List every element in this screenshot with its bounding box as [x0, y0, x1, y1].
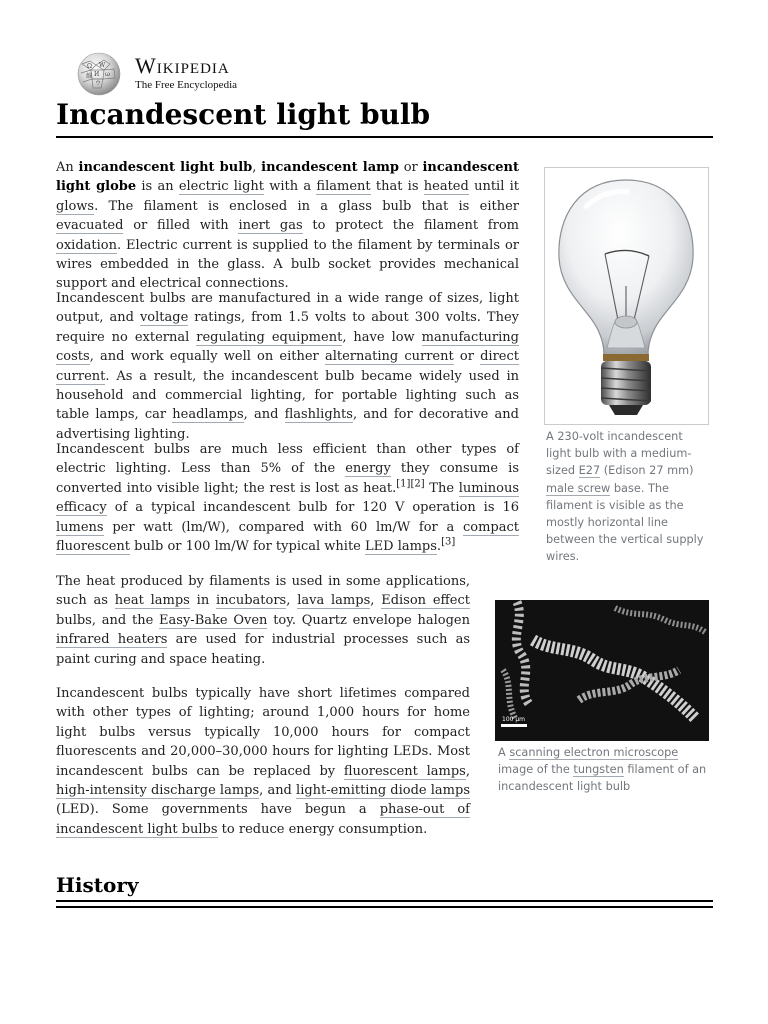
text-run: Incandescent bulbs are manufactured in a wide range of sizes, light output, and	[56, 291, 519, 326]
wiki-link[interactable]: energy	[345, 461, 391, 477]
text-run: , and for decorative and advertising lighting.	[56, 407, 519, 442]
text-run: An	[56, 160, 79, 175]
intro-paragraph-4	[56, 572, 470, 669]
text-run: in	[189, 593, 217, 609]
citation-link[interactable]: [2]	[410, 478, 425, 490]
wiki-link[interactable]: regulating equipment	[196, 329, 343, 345]
text-run: is an	[136, 179, 179, 195]
wiki-link[interactable]: light-emitting diode lamps	[296, 783, 471, 799]
wiki-link[interactable]: headlamps	[172, 407, 244, 423]
text-run: bulbs, and the	[56, 612, 160, 628]
wiki-link[interactable]: glows	[56, 198, 95, 214]
text-run: Incandescent bulbs are much less efficient than other types of electric lighting. Less than 5% of the	[56, 442, 519, 477]
wiki-link[interactable]: alternating current	[324, 349, 454, 365]
citation-link[interactable]: [3]	[441, 536, 456, 548]
wikipedia-logo[interactable]	[74, 52, 274, 96]
text-run: The	[424, 480, 459, 496]
wiki-link[interactable]: compact fluorescent	[56, 519, 519, 555]
wiki-link[interactable]: lumens	[56, 519, 104, 535]
citation	[410, 478, 424, 489]
wiki-link[interactable]: lava lamps	[297, 593, 371, 609]
text-run: , and work equally well on either	[89, 349, 325, 365]
text-run: to protect the filament from	[302, 218, 519, 234]
text-run: or	[453, 349, 481, 365]
text-run: ratings, from 1.5 volts to about 300 volts. They require no external	[56, 310, 520, 345]
svg-text:Ω: Ω	[87, 63, 92, 70]
text-run: image of the	[498, 763, 574, 777]
svg-text:ウ: ウ	[95, 80, 102, 87]
text-run: A 230-volt incandescent light bulb with a medium-sized	[546, 430, 692, 478]
wiki-link[interactable]: high-intensity discharge lamps	[56, 783, 260, 799]
text-run: base. The filament is visible as the mostly horizontal line between the vertical supply wires.	[546, 481, 704, 564]
text-run: to reduce energy consumption.	[217, 821, 428, 837]
text-run: The heat produced by filaments is used in some applications, such as	[56, 574, 470, 609]
text-run: , and	[243, 407, 285, 423]
svg-text:ω: ω	[105, 71, 110, 78]
text-run: are used for industrial processes such as paint curing and space heating.	[56, 632, 470, 667]
wiki-link[interactable]: LED lamps	[365, 539, 437, 555]
wiki-link[interactable]: heat lamps	[114, 593, 190, 609]
text-run: Incandescent bulbs typically have short lifetimes compared with other types of lighting; around 1,000 hours for home light bulbs versus typically 10,000 hours for compact fluorescents and 20,000–30,000 hours for lighting LEDs. Most incandescent bulbs can be replaced by	[56, 686, 470, 779]
text-run: ,	[252, 160, 262, 175]
text-run: until it	[468, 179, 519, 195]
page-title: Incandescent light bulb	[56, 98, 431, 131]
text-run: ,	[465, 763, 470, 779]
wiki-link[interactable]: incubators	[216, 593, 287, 609]
text-run: ,	[286, 593, 298, 609]
wiki-link[interactable]: evacuated	[56, 218, 124, 234]
wikipedia-globe-icon	[74, 52, 124, 96]
citation-link[interactable]: [1]	[396, 478, 411, 490]
wiki-link[interactable]: phase-out of incandescent light bulbs	[56, 802, 470, 837]
sem-scale-label: 100 μm	[502, 716, 526, 723]
wiki-link[interactable]: tungsten	[573, 763, 624, 777]
svg-text:И: И	[94, 71, 100, 78]
text-run: A	[498, 746, 510, 759]
wiki-link[interactable]: Edison effect	[381, 593, 470, 609]
history-rule-second	[56, 906, 713, 908]
bold-term: incandescent light bulb	[78, 160, 253, 175]
intro-paragraph-1	[56, 158, 519, 294]
wiki-link[interactable]: fluorescent lamps	[343, 763, 466, 779]
text-run: , have low	[342, 329, 422, 345]
wiki-link[interactable]: voltage	[139, 310, 189, 326]
wiki-link[interactable]: flashlights	[284, 407, 353, 423]
light-bulb-image[interactable]	[544, 167, 709, 425]
intro-paragraph-2	[56, 289, 519, 444]
wikipedia-wordmark: Wikipedia	[135, 53, 230, 78]
text-run: per watt (lm/W), compared with 60 lm/W for a	[103, 519, 463, 535]
text-run: , and	[259, 783, 297, 799]
intro-paragraph-3	[56, 440, 519, 556]
text-run: .	[436, 539, 442, 555]
title-rule	[56, 136, 713, 138]
wiki-link[interactable]: E27	[578, 464, 601, 478]
text-run: (LED). Some governments have begun a	[56, 802, 380, 818]
text-run: or filled with	[123, 218, 239, 234]
text-run: with a	[264, 179, 317, 195]
text-run: ,	[370, 593, 382, 609]
wiki-link[interactable]: Easy-Bake Oven	[159, 612, 268, 628]
wiki-link[interactable]: heated	[423, 179, 469, 195]
text-run: that is	[370, 179, 424, 195]
bold-term: incandescent light globe	[56, 160, 519, 195]
history-heading: History	[56, 873, 139, 897]
wiki-link[interactable]: infrared heaters	[56, 632, 168, 648]
sem-filament-illustration	[495, 600, 709, 741]
history-rule	[56, 900, 713, 902]
wiki-link[interactable]: inert gas	[238, 218, 303, 234]
text-run: . As a result, the incandescent bulb became widely used in household and commercial lighting, for portable lighting such as table lamps, car	[56, 368, 519, 423]
wiki-link[interactable]: filament	[316, 179, 371, 195]
citation	[441, 537, 455, 548]
text-run: or	[398, 160, 423, 175]
citation	[396, 478, 410, 489]
text-run: filament of an incandescent light bulb	[498, 763, 707, 794]
wiki-link[interactable]: direct current	[56, 349, 519, 384]
svg-text:維: 維	[86, 73, 93, 80]
wiki-link[interactable]: male screw	[546, 481, 611, 495]
wiki-link[interactable]: luminous efficacy	[56, 480, 519, 516]
tungsten-filament-sem-image[interactable]	[495, 600, 709, 741]
svg-text:W: W	[99, 62, 106, 69]
bold-term: incandescent lamp	[261, 160, 399, 175]
wiki-link[interactable]: scanning electron microscope	[509, 746, 679, 759]
wiki-link[interactable]: manufacturing costs	[56, 329, 520, 365]
text-run: . The filament is enclosed in a glass bulb that is either	[94, 198, 519, 214]
intro-paragraph-5	[56, 684, 470, 839]
light-bulb-caption	[546, 428, 708, 566]
sem-image-caption	[498, 744, 710, 796]
text-run: (Edison 27 mm)	[600, 464, 694, 478]
light-bulb-illustration	[545, 168, 708, 424]
wiki-link[interactable]: electric light	[178, 179, 265, 195]
text-run: of a typical incandescent bulb for 120 V operation is 16	[106, 500, 519, 516]
text-run: they consume is converted into visible light; the rest is lost as heat.	[56, 461, 519, 496]
text-run: . Electric current is supplied to the filament by terminals or wires embedded in the glass. A bulb socket provides mechanical support and electrical connections.	[56, 237, 519, 292]
wiki-link[interactable]: oxidation	[56, 237, 117, 253]
text-run: toy. Quartz envelope halogen	[267, 612, 470, 628]
text-run: bulb or 100 lm/W for typical white	[130, 539, 366, 555]
wikipedia-tagline: The Free Encyclopedia	[135, 79, 238, 91]
